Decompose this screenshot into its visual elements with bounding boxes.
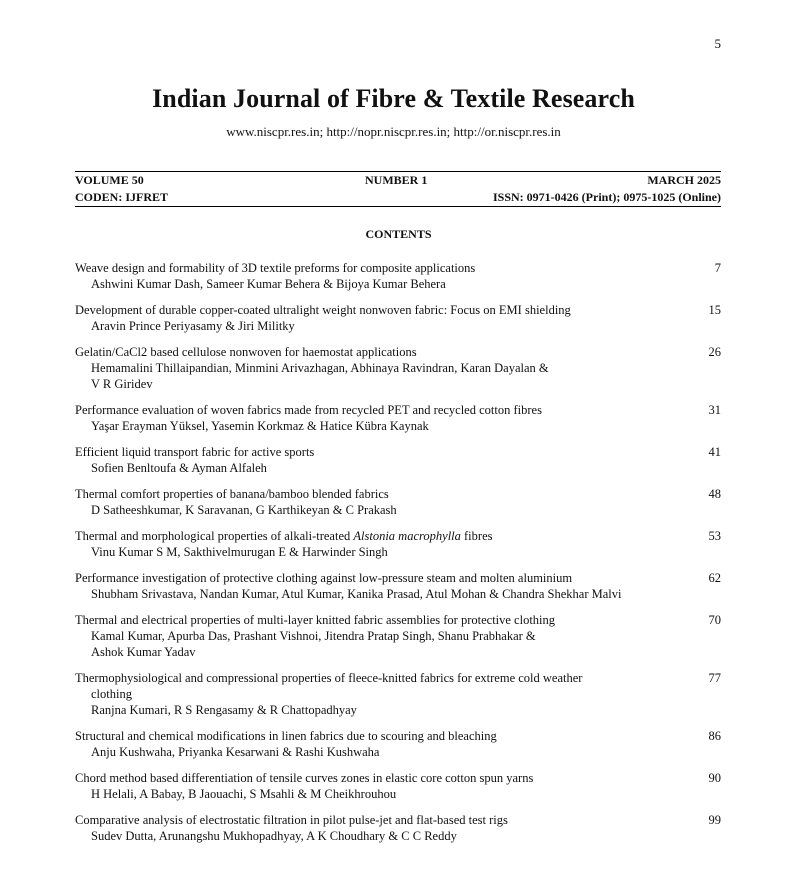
toc-entry[interactable] — [75, 486, 721, 518]
article-title: Weave design and formability of 3D textile preforms for composite applications — [75, 261, 476, 275]
article-authors: Ashok Kumar Yadav — [91, 645, 196, 659]
toc-entry[interactable] — [75, 402, 721, 434]
page-ref: 62 — [708, 571, 721, 585]
contents-heading: CONTENTS — [365, 227, 432, 241]
article-title: Structural and chemical modifications in linen fabrics due to scouring and bleaching — [75, 729, 497, 743]
article-title: Gelatin/CaCl2 based cellulose nonwoven for haemostat applications — [75, 345, 417, 359]
article-authors: Vinu Kumar S M, Sakthivelmurugan E & Harwinder Singh — [91, 545, 388, 559]
article-title: Comparative analysis of electrostatic filtration in pilot pulse-jet and flat-based test rigs — [75, 813, 508, 827]
article-authors: D Satheeshkumar, K Saravanan, G Karthikeyan & C Prakash — [91, 503, 397, 517]
article-title: Thermal comfort properties of banana/bamboo blended fabrics — [75, 487, 389, 501]
toc-entry[interactable] — [75, 302, 721, 334]
page-ref: 48 — [708, 487, 721, 501]
issue-row-1 — [75, 173, 721, 189]
toc-entry[interactable] — [75, 528, 721, 560]
table-of-contents — [75, 260, 721, 854]
page-number: 5 — [714, 36, 721, 51]
toc-entry[interactable] — [75, 612, 721, 660]
article-authors: Kamal Kumar, Apurba Das, Prashant Vishnoi, Jitendra Pratap Singh, Shanu Prabhakar & — [91, 629, 536, 643]
page-ref: 99 — [708, 813, 721, 827]
article-authors: Anju Kushwaha, Priyanka Kesarwani & Rashi Kushwaha — [91, 745, 380, 759]
page-ref: 53 — [708, 529, 721, 543]
article-title — [75, 528, 721, 544]
page-ref: 86 — [708, 729, 721, 743]
page-ref: 31 — [708, 403, 721, 417]
bottom-rule — [75, 206, 721, 207]
article-authors: Sudev Dutta, Arunangshu Mukhopadhyay, A K Choudhary & C C Reddy — [91, 829, 457, 843]
article-title: Development of durable copper-coated ultralight weight nonwoven fabric: Focus on EMI shielding — [75, 303, 571, 317]
page-ref: 90 — [708, 771, 721, 785]
article-authors: Ashwini Kumar Dash, Sameer Kumar Behera & Bijoya Kumar Behera — [91, 277, 446, 291]
number-label: NUMBER 1 — [365, 173, 428, 187]
page-ref: 15 — [708, 303, 721, 317]
toc-entry[interactable] — [75, 728, 721, 760]
issn-label: ISSN: 0971-0426 (Print); 0975-1025 (Online) — [493, 190, 721, 204]
toc-entry[interactable] — [75, 260, 721, 292]
top-rule — [75, 171, 721, 172]
page-ref: 70 — [708, 613, 721, 627]
journal-title: Indian Journal of Fibre & Textile Research — [152, 84, 635, 113]
date-label: MARCH 2025 — [647, 173, 721, 187]
coden-label: CODEN: IJFRET — [75, 190, 169, 204]
article-title: Performance evaluation of woven fabrics made from recycled PET and recycled cotton fibres — [75, 403, 542, 417]
article-authors: Yaşar Erayman Yüksel, Yasemin Korkmaz & Hatice Kübra Kaynak — [91, 419, 429, 433]
toc-entry[interactable] — [75, 770, 721, 802]
article-authors: H Helali, A Babay, B Jaouachi, S Msahli & M Cheikhrouhou — [91, 787, 397, 801]
article-title: Performance investigation of protective clothing against low-pressure steam and molten aluminium — [75, 571, 573, 585]
species-name: Alstonia macrophylla — [353, 529, 461, 543]
volume-label: VOLUME 50 — [75, 173, 144, 187]
article-title-part: Thermal and morphological properties of alkali-treated — [75, 529, 354, 543]
article-title: Thermal and electrical properties of multi-layer knitted fabric assemblies for protective clothing — [75, 613, 556, 627]
page-ref: 7 — [714, 261, 721, 275]
article-authors: V R Giridev — [91, 377, 153, 391]
journal-urls: www.niscpr.res.in; http://nopr.niscpr.res.in; http://or.niscpr.res.in — [226, 124, 561, 139]
toc-entry[interactable] — [75, 570, 721, 602]
article-authors: Sofien Benltoufa & Ayman Alfaleh — [91, 461, 267, 475]
page-ref: 26 — [708, 345, 721, 359]
article-title: Chord method based differentiation of tensile curves zones in elastic core cotton spun yarns — [75, 771, 534, 785]
page-ref: 77 — [708, 671, 721, 685]
toc-entry[interactable] — [75, 344, 721, 392]
article-title-part: fibres — [460, 529, 493, 543]
article-authors: Ranjna Kumari, R S Rengasamy & R Chattopadhyay — [91, 703, 357, 717]
toc-entry[interactable] — [75, 812, 721, 844]
article-authors: Hemamalini Thillaipandian, Minmini Arivazhagan, Abhinaya Ravindran, Karan Dayalan & — [91, 361, 549, 375]
article-title: Efficient liquid transport fabric for active sports — [75, 445, 315, 459]
issue-row-2 — [75, 190, 721, 206]
article-authors: Aravin Prince Periyasamy & Jiri Militky — [91, 319, 295, 333]
article-authors: Shubham Srivastava, Nandan Kumar, Atul Kumar, Kanika Prasad, Atul Mohan & Chandra Shekhar Malvi — [91, 587, 622, 601]
page-ref: 41 — [708, 445, 721, 459]
article-title-continuation: clothing — [91, 687, 132, 701]
toc-entry[interactable] — [75, 444, 721, 476]
article-title: Thermophysiological and compressional properties of fleece-knitted fabrics for extreme cold weather — [75, 671, 583, 685]
toc-entry[interactable] — [75, 670, 721, 718]
